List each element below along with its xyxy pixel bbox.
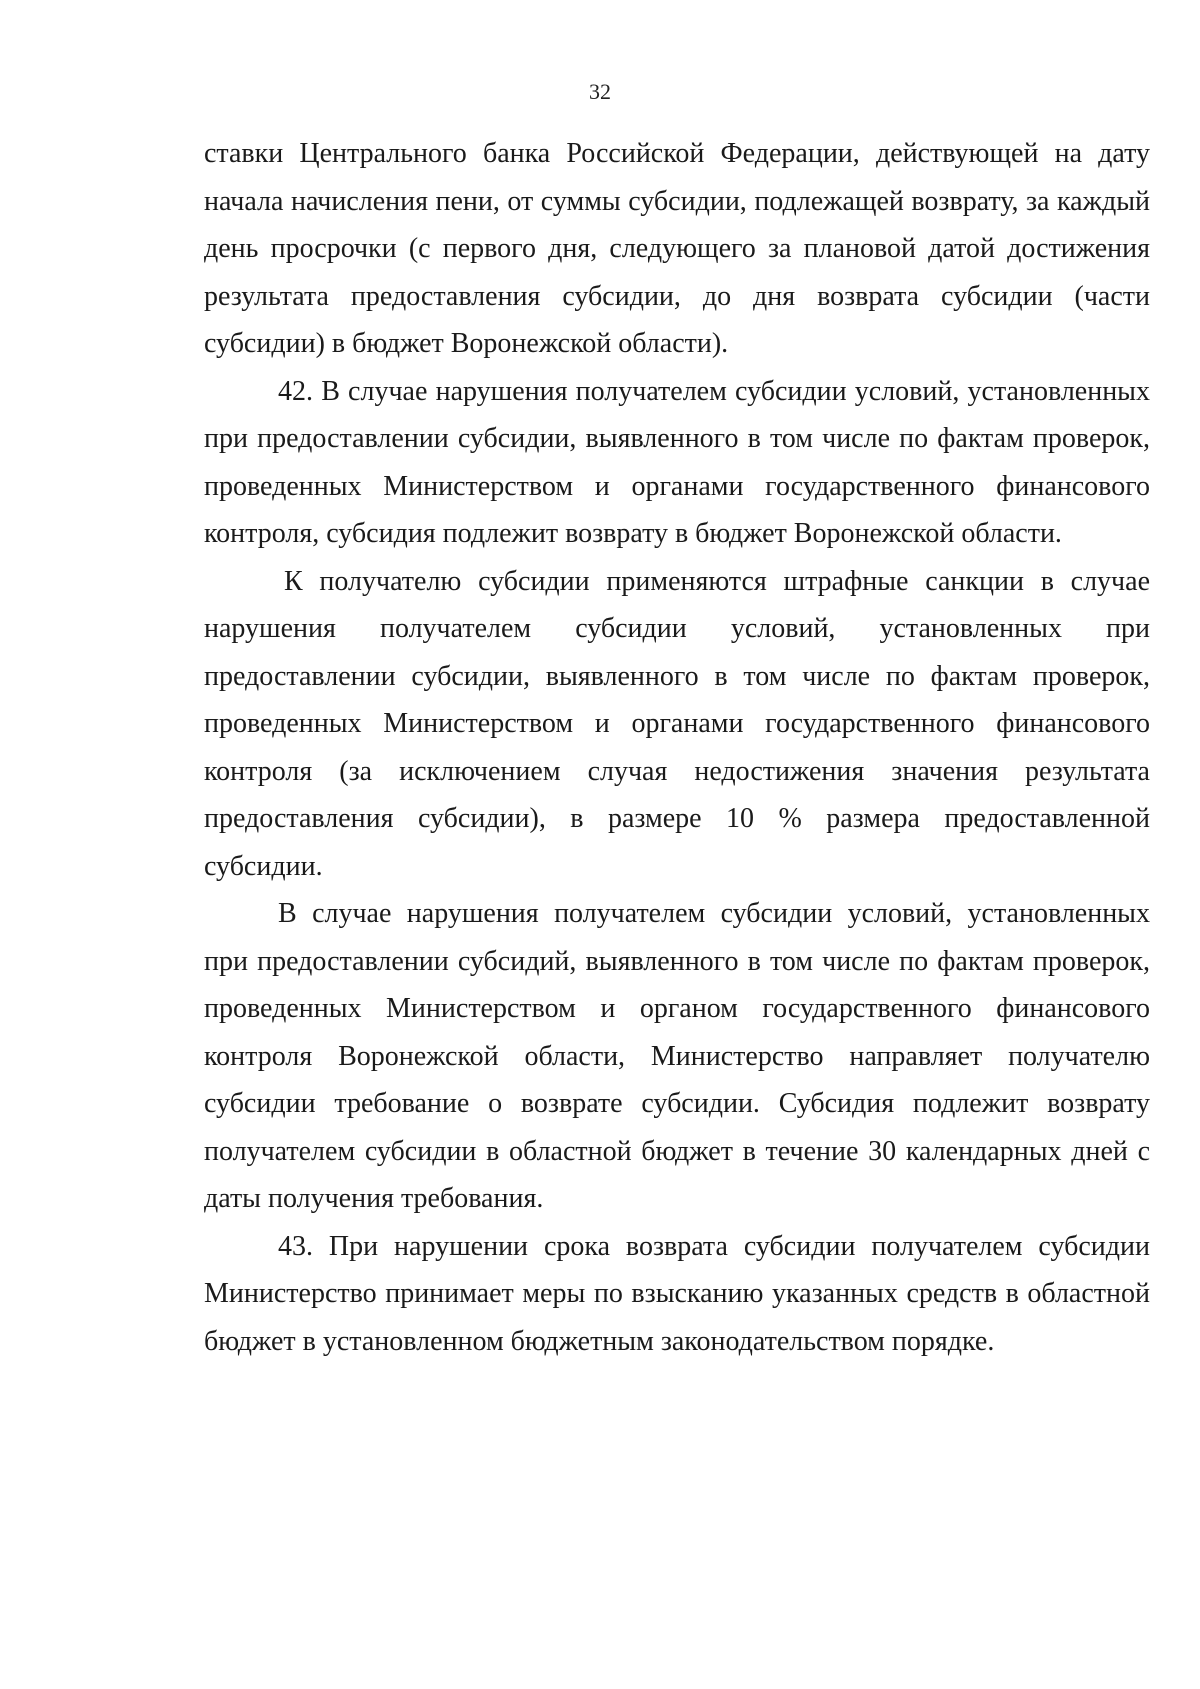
- paragraph-refund-requirement: В случае нарушения получателем субсидии условий, установленных при предоставлении субсидий, выявленного в том числе по фактам проверок, проведенных Министерством и органом государственного финансового контроля Воронежской области, Министерство направляет получателю субсидии требование о возврате субсидии. Субсидия подлежит возврату получателем субсидии в областной бюджет в течение 30 календарных дней с даты получения требования.: [204, 898, 1150, 1214]
- document-body: [204, 130, 1150, 1365]
- paragraph-clause-43: 43. При нарушении срока возврата субсидии получателем субсидии Министерство принимает меры по взысканию указанных средств в областной бюджет в установленном бюджетным законодательством порядке.: [204, 1230, 1150, 1357]
- page-number: 32: [589, 79, 611, 104]
- paragraph-penalty-sanctions: К получателю субсидии применяются штрафные санкции в случае нарушения получателем субсидии условий, установленных при предоставлении субсидии, выявленного в том числе по фактам проверок, проведенных Министерством и органами государственного финансового контроля (за исключением случая недостижения значения результата предоставления субсидии), в размере 10 % размера предоставленной субсидии.: [204, 565, 1150, 882]
- paragraph-continuation: ставки Центрального банка Российской Федерации, действующей на дату начала начисления пени, от суммы субсидии, подлежащей возврату, за каждый день просрочки (с первого дня, следующего за плановой датой достижения результата предоставления субсидии, до дня возврата субсидии (части субсидии) в бюджет Воронежской области).: [204, 138, 1150, 359]
- paragraph-clause-42: 42. В случае нарушения получателем субсидии условий, установленных при предоставлении субсидии, выявленного в том числе по фактам проверок, проведенных Министерством и органами государственного финансового контроля, субсидия подлежит возврату в бюджет Воронежской области.: [204, 375, 1150, 549]
